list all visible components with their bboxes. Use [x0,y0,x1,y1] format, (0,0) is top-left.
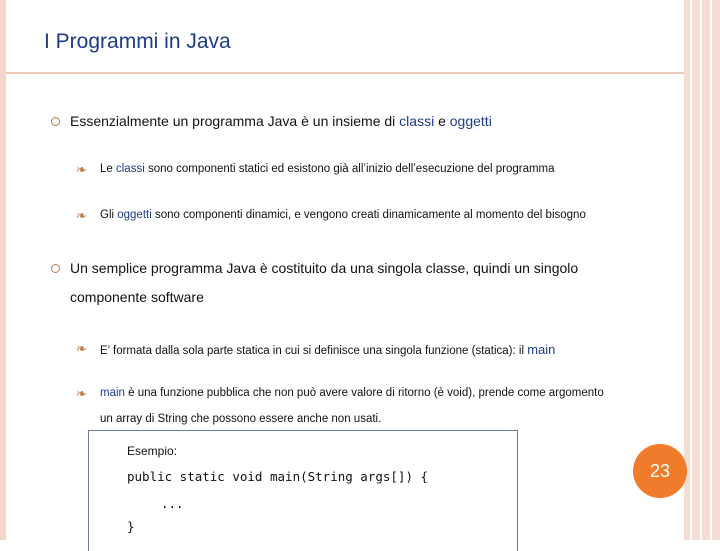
code-line-2: ... [161,496,184,511]
text-part: sono componenti statici ed esistono già all’inizio dell’esecuzione del programma [144,163,555,175]
slide-title: I Programmi in Java [44,30,231,53]
sub-bullet-icon: ❧ [76,209,87,224]
keyword-classi: classi [116,163,145,175]
example-code-box [88,430,518,551]
frame-line [690,0,692,540]
bullet-circle-icon [51,117,60,126]
bullet-1-text [70,113,492,129]
code-line-1: public static void main(String args[]) { [127,469,429,484]
bullet-2-line-2: componente software [70,289,204,305]
bullet-circle-icon [51,264,60,273]
text-part: è una funzione pubblica che non può avere valore di ritorno (è void), prende come argomento [124,387,604,399]
title-underline [6,72,684,74]
text-part: Essenzialmente un programma Java è un insieme di [70,113,400,129]
left-frame-border [0,0,6,540]
sub-bullet-2-2-line-2: un array di String che possono essere anche non usati. [100,413,382,425]
sub-bullet-icon: ❧ [76,342,87,357]
keyword-oggetti: oggetti [117,209,152,221]
text-part: e [434,113,450,129]
example-label: Esempio: [127,444,178,458]
bullet-2-line-1: Un semplice programma Java è costituito da una singola classe, quindi un singolo [70,260,579,276]
sub-bullet-2-1 [100,342,555,357]
code-line-3: } [127,519,135,534]
keyword-classi: classi [399,113,435,129]
right-frame-border [684,0,720,540]
keyword-main: main [100,387,125,399]
sub-bullet-1-1 [100,163,555,175]
text-part: sono componenti dinamici, e vengono creati dinamicamente al momento del bisogno [151,209,586,221]
frame-line [700,0,702,540]
sub-bullet-icon: ❧ [76,163,87,178]
frame-line [710,0,712,540]
sub-bullet-1-2 [100,209,586,221]
text-part: Le [100,163,116,175]
keyword-main: main [527,342,556,357]
title-bar [6,18,684,70]
keyword-oggetti: oggetti [449,113,492,129]
page-number-badge: 23 [633,444,687,498]
sub-bullet-2-2-line-1 [100,387,604,399]
text-part: E’ formata dalla sola parte statica in cui si definisce una singola funzione (statica): il [100,345,528,357]
sub-bullet-icon: ❧ [76,387,87,402]
text-part: Gli [100,209,118,221]
